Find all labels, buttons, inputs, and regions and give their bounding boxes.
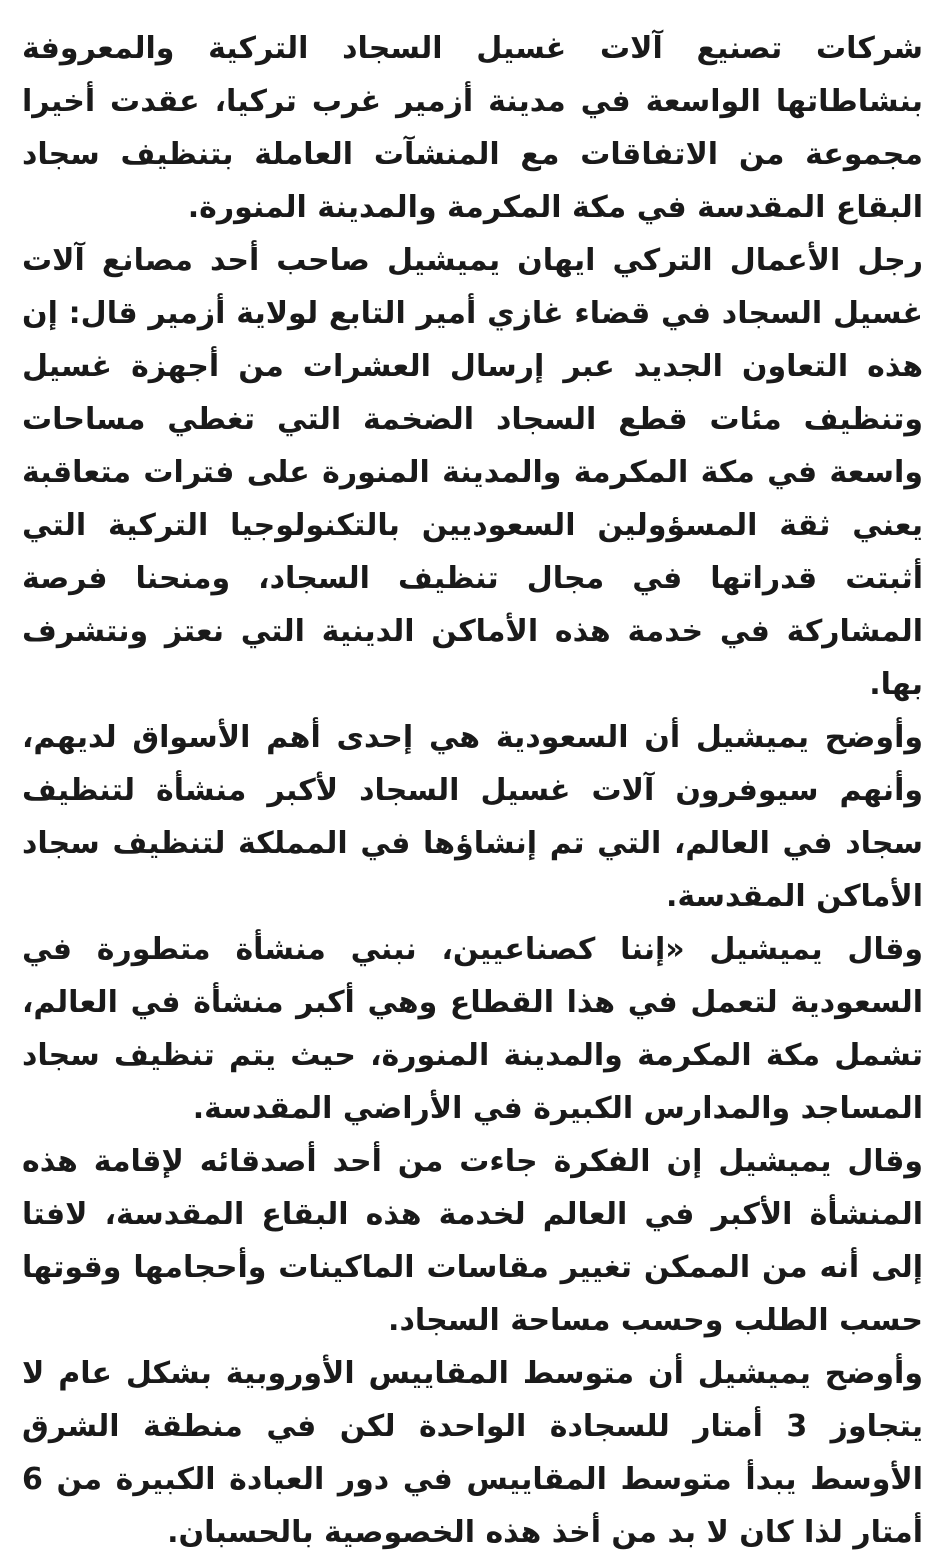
paragraph-businessman-quote: رجل الأعمال التركي ايهان يميشيل صاحب أحد مصانع آلات غسيل السجاد في قضاء غازي أمير التابع لولاية أزمير قال: إن هذه التعاون الجديد عبر إرسال العشرات من أجهزة غسيل وتنظيف مئات قطع السجاد الضخمة التي تغطي مساحات واسعة في مكة المكرمة والمدينة المنورة على فترات متعاقبة يعني ثقة المسؤولين السعوديين بالتكنولوجيا التركية التي أثبتت قدراتها في مجال تنظيف السجاد، ومنحنا فرصة المشاركة في خدمة هذه الأماكن الدينية التي نعتز ونتشرف بها. — [22, 243, 923, 702]
paragraph-saudi-market: وأوضح يميشيل أن السعودية هي إحدى أهم الأسواق لديهم، وأنهم سيوفرون آلات غسيل السجاد لأكبر منشأة لتنظيف سجاد في العالم، التي تم إنشاؤها في المملكة لتنظيف سجاد الأماكن المقدسة. — [22, 720, 923, 914]
paragraph-facility: وقال يميشيل «إننا كصناعيين، نبني منشأة متطورة في السعودية لتعمل في هذا القطاع وهي أكبر منشأة في العالم، تشمل مكة المكرمة والمدينة المنورة، حيث يتم تنظيف سجاد المساجد والمدارس الكبيرة في الأراضي المقدسة. — [22, 932, 923, 1126]
paragraph-carpet-sizes: وأوضح يميشيل أن متوسط المقاييس الأوروبية بشكل عام لا يتجاوز 3 أمتار للسجادة الواحدة لكن في منطقة الشرق الأوسط يبدأ متوسط المقاييس في دور العبادة الكبيرة من 6 أمتار لذا كان لا بد من أخذ هذه الخصوصية بالحسبان. — [22, 1356, 924, 1550]
article-body — [22, 22, 923, 1559]
paragraph-idea-origin: وقال يميشيل إن الفكرة جاءت من أحد أصدقائه لإقامة هذه المنشأة الأكبر في العالم لخدمة هذه البقاع المقدسة، لافتا إلى أنه من الممكن تغيير مقاسات الماكينات وأحجامها وقوتها حسب الطلب وحسب مساحة السجاد. — [22, 1144, 923, 1338]
paragraph-intro: شركات تصنيع آلات غسيل السجاد التركية والمعروفة بنشاطاتها الواسعة في مدينة أزمير غرب تركيا، عقدت أخيرا مجموعة من الاتفاقات مع المنشآت العاملة بتنظيف سجاد البقاع المقدسة في مكة المكرمة والمدينة المنورة. — [22, 31, 923, 225]
